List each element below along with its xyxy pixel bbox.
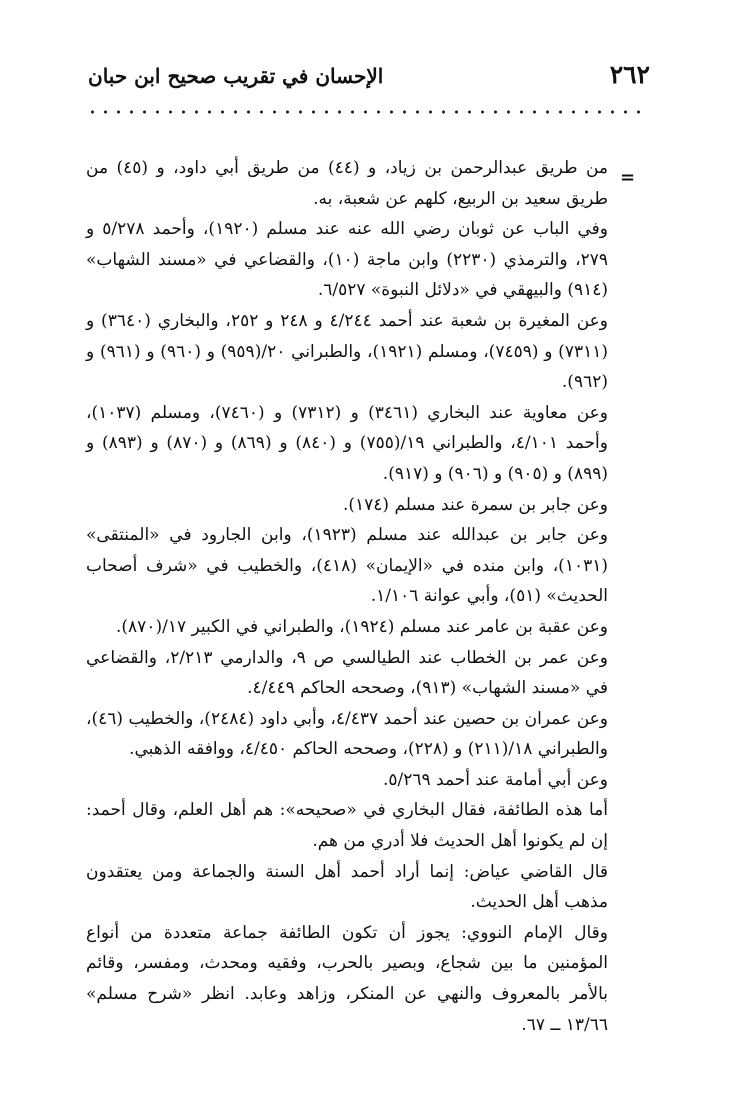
dotted-separator <box>86 108 648 116</box>
paragraph: وعن عمر بن الخطاب عند الطيالسي ص ٩، والدارمي ٢/٢١٣، والقضاعي في «مسند الشهاب» (٩١٣)، وصححه الحاكم ٤/٤٤٩. <box>86 647 608 699</box>
paragraph: قال القاضي عياض: إنما أراد أحمد أهل السنة والجماعة ومن يعتقدون مذهب أهل الحديث. <box>86 861 608 913</box>
paragraph: أما هذه الطائفة، فقال البخاري في «صحيحه»: هم أهل العلم، وقال أحمد: إن لم يكونوا أهل الحديث فلا أدري من هم. <box>86 800 608 852</box>
paragraph: وعن معاوية عند البخاري (٣٤٦١) و (٧٣١٢) و (٧٤٦٠)، ومسلم (١٠٣٧)، وأحمد ٤/١٠١، والطبراني ١٩/(٧٥٥) و (٨٤٠) و (٨٦٩) و (٨٧٠) و (٨٩٣) و (٨٩٩) و (٩٠٥) و (٩٠٦) و (٩١٧). <box>86 402 608 484</box>
paragraph: وعن أبي أمامة عند أحمد ٥/٢٦٩. <box>382 769 608 790</box>
paragraph: وعن جابر بن عبدالله عند مسلم (١٩٢٣)، وابن الجارود في «المنتقى» (١٠٣١)، وابن منده في «الإيمان» (٤١٨)، والخطيب في «شرف أصحاب الحديث» (٥١)، وأبي عوانة ١/١٠٦. <box>86 525 608 607</box>
paragraph: وعن عمران بن حصين عند أحمد ٤/٤٣٧، وأبي داود (٢٤٨٤)، والخطيب (٤٦)، والطبراني ١٨/(٢١١) و (٢٢٨)، وصححه الحاكم ٤/٤٥٠، ووافقه الذهبي. <box>86 708 608 760</box>
paragraph: وقال الإمام النووي: يجوز أن تكون الطائفة جماعة متعددة من أنواع المؤمنين ما بين شجاع، وبصير بالحرب، وفقيه ومحدث، ومفسر، وقائم بالأمر بالمعروف والنهي عن المنكر، وزاهد وعابد. انظر «شرح مسلم» ١٣/٦٦ ــ ٦٧. <box>86 922 608 1035</box>
page-header <box>80 58 650 98</box>
footnote-text <box>86 153 608 1040</box>
page-number: ٢٦٢ <box>609 60 650 89</box>
continuation-marker: = <box>620 167 636 188</box>
paragraph: وعن جابر بن سمرة عند مسلم (١٧٤). <box>342 494 608 515</box>
paragraph: وعن عقبة بن عامر عند مسلم (١٩٢٤)، والطبراني في الكبير ١٧/(٨٧٠). <box>115 616 608 637</box>
paragraph: من طريق عبدالرحمن بن زياد، و (٤٤) من طريق أبي داود، و (٤٥) من طريق سعيد بن الربيع، كلهم عن شعبة، به. <box>86 158 608 209</box>
paragraph: وعن المغيرة بن شعبة عند أحمد ٤/٢٤٤ و ٢٤٨ و ٢٥٢، والبخاري (٣٦٤٠) و (٧٣١١) و (٧٤٥٩)، ومسلم (١٩٢١)، والطبراني ٢٠/(٩٥٩) و (٩٦٠) و (٩٦١) و (٩٦٢). <box>86 310 609 393</box>
paragraph: وفي الباب عن ثوبان رضي الله عنه عند مسلم (١٩٢٠)، وأحمد ٥/٢٧٨ و ٢٧٩، والترمذي (٢٢٣٠) وابن ماجة (١٠)، والقضاعي في «مسند الشهاب» (٩١٤) والبيهقي في «دلائل النبوة» ٦/٥٢٧. <box>86 219 608 301</box>
running-title: الإحسان في تقريب صحيح ابن حبان <box>88 64 384 88</box>
